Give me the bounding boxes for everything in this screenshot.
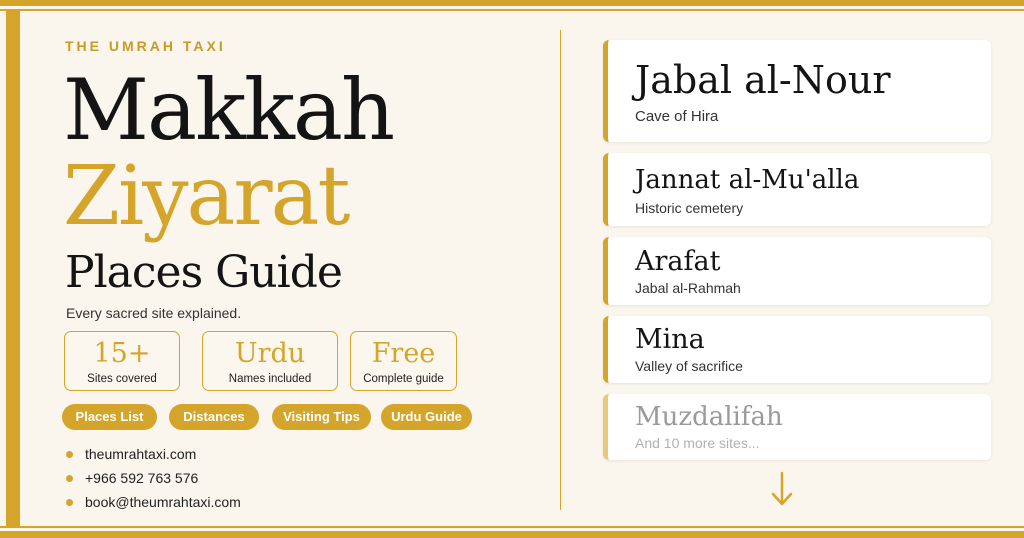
bottom-border: [0, 531, 1024, 538]
place-name: Arafat: [635, 246, 721, 277]
stat-label: Complete guide: [363, 373, 444, 385]
place-subtitle: Historic cemetery: [635, 200, 744, 216]
title-line-2: Ziyarat: [63, 149, 349, 244]
contact-text: book@theumrahtaxi.com: [85, 494, 241, 510]
place-name: Jabal al-Nour: [635, 58, 891, 102]
stat-value: 15+: [93, 338, 151, 369]
stat-label: Sites covered: [87, 373, 157, 385]
contact-text: theumrahtaxi.com: [85, 446, 197, 462]
stat-label: Names included: [228, 373, 312, 385]
place-card-muzdalifah[interactable]: [603, 394, 991, 460]
pill-urdu-guide[interactable]: Urdu Guide: [381, 404, 472, 430]
stat-free: [350, 331, 457, 391]
pill-visiting-tips[interactable]: Visiting Tips: [272, 404, 371, 430]
stat-value: Urdu: [234, 338, 306, 369]
column-divider: [560, 30, 561, 510]
title-line-3: Places Guide: [65, 247, 342, 298]
place-card-arafat[interactable]: [603, 237, 991, 305]
top-border: [0, 0, 1024, 6]
place-subtitle: Cave of Hira: [635, 108, 719, 125]
place-name: Muzdalifah: [635, 402, 783, 432]
contact-website[interactable]: [66, 446, 196, 462]
top-border-line: [0, 9, 1024, 11]
title-line-1: Makkah: [63, 61, 394, 159]
contact-phone[interactable]: [66, 470, 198, 486]
bottom-border-line: [0, 526, 1024, 528]
dot-icon: [66, 451, 73, 458]
tagline: Every sacred site explained.: [66, 305, 242, 321]
place-subtitle: And 10 more sites...: [635, 435, 760, 451]
place-subtitle: Valley of sacrifice: [635, 358, 743, 374]
stat-sites: [64, 331, 180, 391]
dot-icon: [66, 475, 73, 482]
place-name: Jannat al-Mu'alla: [635, 165, 860, 195]
pill-distances[interactable]: Distances: [169, 404, 259, 430]
brand-name: THE UMRAH TAXI: [65, 38, 226, 54]
place-card-jannat-al-mualla[interactable]: [603, 153, 991, 226]
dot-icon: [66, 499, 73, 506]
place-name: Mina: [635, 324, 705, 355]
place-card-jabal-al-nour[interactable]: [603, 40, 991, 142]
contact-text: +966 592 763 576: [85, 470, 199, 486]
arrow-down-icon[interactable]: [770, 470, 794, 508]
stat-value: Free: [371, 338, 436, 369]
stat-urdu: [202, 331, 338, 391]
left-accent-bar: [6, 11, 20, 526]
contact-email[interactable]: [66, 494, 241, 510]
place-subtitle: Jabal al-Rahmah: [635, 280, 741, 296]
place-card-mina[interactable]: [603, 316, 991, 383]
pill-places-list[interactable]: Places List: [62, 404, 157, 430]
